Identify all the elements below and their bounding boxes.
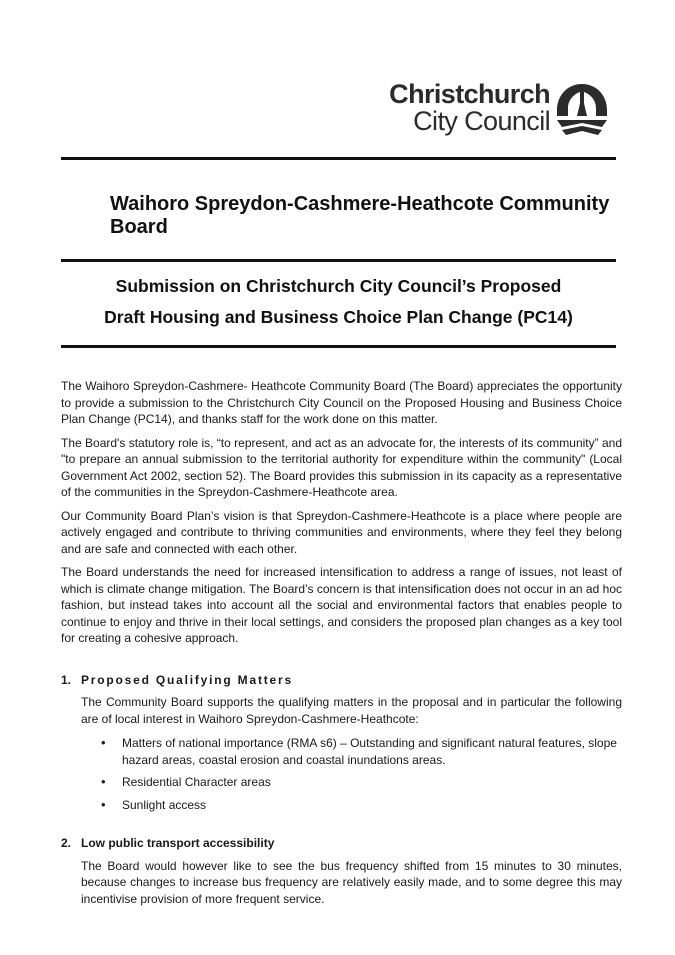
submission-title-line-1: Submission on Christchurch City Council’s Proposed <box>115 276 562 296</box>
board-title: Waihoro Spreydon-Cashmere-Heathcote Community Board <box>110 193 610 238</box>
section-2-heading <box>61 835 622 852</box>
divider-rule-2 <box>61 259 616 262</box>
submission-title <box>61 271 616 333</box>
section-1-text: The Community Board supports the qualifying matters in the proposal and in particular the following are of local interest in Waihoro Spreydon-Cashmere-Heathcote: <box>81 695 622 726</box>
section-2-title: Low public transport accessibility <box>81 836 275 850</box>
section-1-heading <box>61 672 622 689</box>
intro-paragraph: The Waihoro Spreydon-Cashmere- Heathcote Community Board (The Board) appreciates the opportunity to provide a submission to the Christchurch City Council on the Proposed Housing and Business Choice Plan Change (PC14), and thanks staff for the work done on this matter. <box>61 379 622 426</box>
document-body <box>61 378 622 914</box>
divider-rule-1 <box>61 157 616 160</box>
section-1-title: Proposed Qualifying Matters <box>81 672 293 687</box>
statutory-role-paragraph: The Board's statutory role is, “to represent, and act as an advocate for, the interests of its community” and "to prepare an annual submission to the territorial authority for expenditure within the community" (Local Government Act 2002, section 52). The Board provides this submission in its capacity as a representative of the communities in the Spreydon-Cashmere-Heathcote area. <box>61 435 622 499</box>
divider-rule-3 <box>61 345 616 348</box>
list-item: • Sunlight access <box>101 797 622 814</box>
list-item: • Matters of national importance (RMA s6) – Outstanding and significant natural features, slope hazard areas, coastal erosion and coastal inundations areas. <box>101 735 622 768</box>
logo-wordmark <box>378 80 550 135</box>
qualifying-matters-list <box>61 735 622 813</box>
submission-title-line-2: Draft Housing and Business Choice Plan Change (PC14) <box>104 307 573 327</box>
christchurch-city-council-logo <box>378 80 610 138</box>
intensification-paragraph: The Board understands the need for increased intensification to address a range of issues, not least of which is climate change mitigation. The Board’s concern is that intensification does not occur in an ad hoc fashion, but instead takes into account all the social and environmental factors that enables people to continue to enjoy and thrive in their local settings, and considers the proposed plan changes as a key tool for creating a cohesive approach. <box>61 565 622 645</box>
logo-line-2: City Council <box>413 106 550 136</box>
section-2-text: The Board would however like to see the bus frequency shifted from 15 minutes to 30 minutes, because changes to increase bus frequency are relatively easily made, and to some degree this may incentivise provision of more frequent service. <box>81 858 622 906</box>
vision-paragraph: Our Community Board Plan’s vision is that Spreydon-Cashmere-Heathcote is a place where people are actively engaged and contribute to thriving communities and environments, where they feel they belong and are safe and connected with each other. <box>61 508 622 556</box>
section-1-number: 1. <box>61 672 72 687</box>
cathedral-emblem-icon <box>554 82 610 136</box>
logo-line-1: Christchurch <box>389 79 550 109</box>
list-item: • Residential Character areas <box>101 774 622 791</box>
section-2-number: 2. <box>61 836 72 850</box>
